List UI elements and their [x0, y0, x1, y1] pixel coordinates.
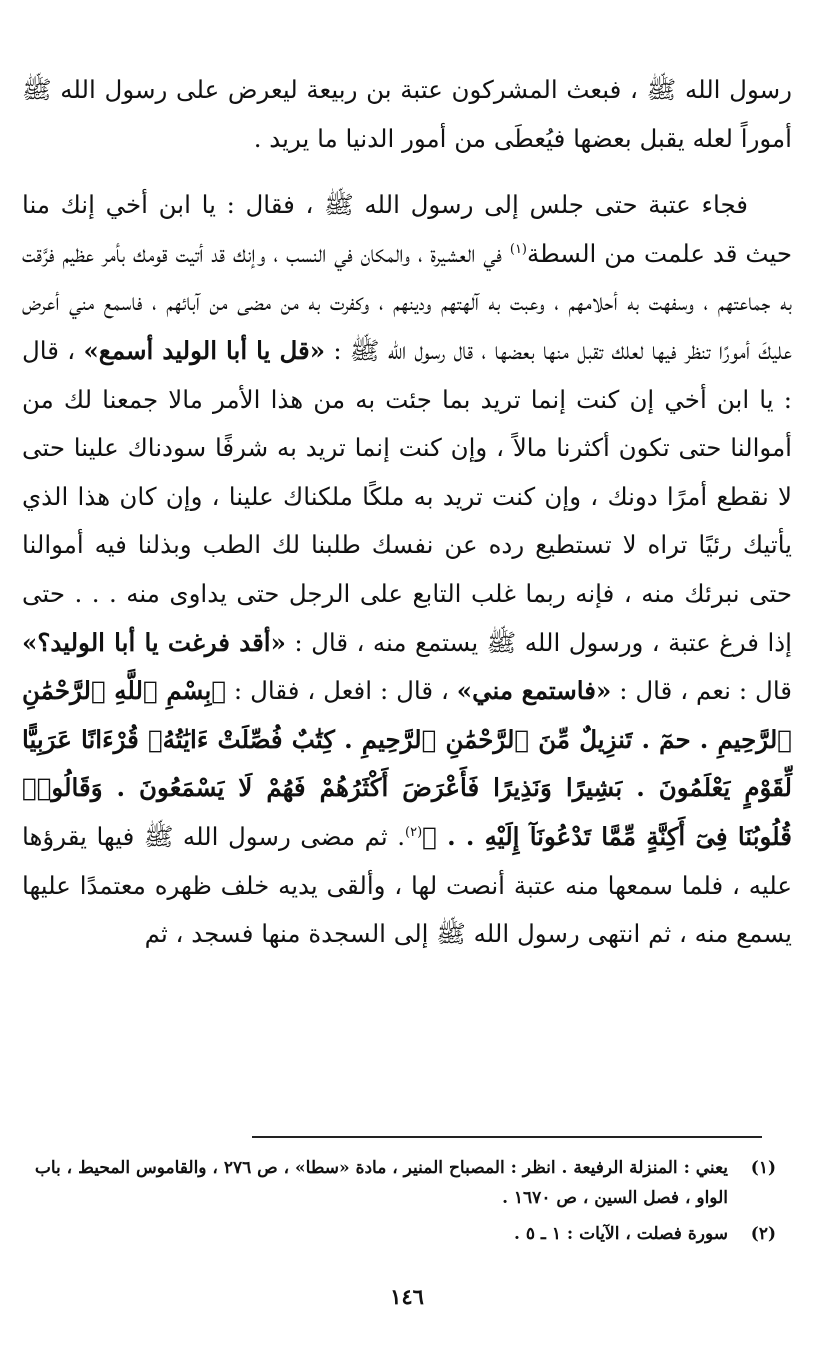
- footnote-ref-1[interactable]: (١): [509, 241, 527, 257]
- footnote-1-text: يعني : المنزلة الرفيعة . انظر : المصباح المنير ، مادة «سطا» ، ص ٢٧٦ ، والقاموس المحيط ، باب الواو ، فصل السين ، ص ١٦٧٠ .: [34, 1158, 728, 1208]
- paragraph-2-part-6: . ثم مضى رسول الله ﷺ فيها يقرؤها عليه ، فلما سمعها منه عتبة أنصت لها ، وألقى يديه خلف ظهره معتمدًا عليها يسمع منه ، ثم انتهى رسول الله ﷺ إلى السجدة منها فسجد ، ثم: [22, 821, 792, 949]
- footnote-ref-2[interactable]: (٢): [405, 824, 423, 840]
- footnote-separator: [252, 1136, 762, 1138]
- main-text: [22, 66, 792, 959]
- paragraph-1: [22, 66, 792, 163]
- prophet-quote-2: «أقد فرغت يا أبا الوليد؟»: [22, 627, 286, 657]
- page-number: ١٤٦: [390, 1284, 424, 1309]
- paragraph-2-part-1: فجاء عتبة حتى جلس إلى رسول الله ﷺ ، فقال : يا ابن أخي إنك منا حيث قد علمت من السطة: [22, 190, 793, 268]
- footnote-1: [30, 1153, 776, 1213]
- footnotes: [30, 1153, 776, 1255]
- footnote-1-number: (١): [750, 1158, 776, 1178]
- prophet-quote-1: «قل يا أبا الوليد أسمع»: [83, 335, 326, 365]
- paragraph-2-part-3: ، قال : يا ابن أخي إن كنت إنما تريد بما جئت به من هذا الأمر مالا جمعنا لك من أموالنا حتى تكون أكثرنا مالاً ، وإن كنت إنما تريد به شرفًا سودناك علينا حتى لا نقطع أمرًا دونك ، وإن كنت تريد به ملكًا ملكناك علينا ، وإن كان هذا الذي يأتيك رئيًا تراه لا تستطيع رده عن نفسك طلبنا لك الطب وبذلنا فيه أموالنا حتى نبرئك منه ، فإنه ربما غلب التابع على الرجل حتى يداوى منه . . . حتى إذا فرغ عتبة ، ورسول الله ﷺ يستمع منه ، قال :: [22, 335, 792, 657]
- paragraph-2-part-5: ، قال : افعل ، فقال :: [226, 676, 457, 706]
- paragraph-2-part-2: في العشيرة ، والمكان في النسب ، وإنك قد أتيت قومك بأمر عظيم فرَّقت به جماعتهم ، وسفهت به أحلامهم ، وعبت به آلهتهم ودينهم ، وكفرت به من مضى من آبائهم ، فاسمع مني أعرض عليكَ أمورًا تنظر فيها لعلك تقبل منها بعضها ، قال رسول الله ﷺ :: [22, 238, 792, 365]
- prophet-quote-3: «فاستمع مني»: [456, 676, 612, 706]
- footnote-2-text: سورة فصلت ، الآيات : ١ ـ ٥ .: [514, 1224, 728, 1244]
- paragraph-2: [22, 181, 792, 959]
- quran-verses: ﴿بِسْمِ ٱللَّهِ ٱلرَّحْمَٰنِ ٱلرَّحِيمِ . حمٓ . تَنزِيلٌ مِّنَ ٱلرَّحْمَٰنِ ٱلرَّحِيمِ . كِتَٰبٌ فُصِّلَتْ ءَايَٰتُهُۥ قُرْءَانًا عَرَبِيًّا لِّقَوْمٍ يَعْلَمُونَ . بَشِيرًا وَنَذِيرًا فَأَعْرَضَ أَكْثَرُهُمْ فَهُمْ لَا يَسْمَعُونَ . وَقَالُوا۟ قُلُوبُنَا فِىٓ أَكِنَّةٍ مِّمَّا تَدْعُونَآ إِلَيْهِ . . ﴾: [22, 676, 792, 851]
- paragraph-1-text: رسول الله ﷺ ، فبعث المشركون عتبة بن ربيعة ليعرض على رسول الله ﷺ أموراً لعله يقبل بعضها فيُعطَى من أمور الدنيا ما يريد .: [22, 75, 792, 153]
- footnote-2: [30, 1219, 776, 1249]
- footnote-2-number: (٢): [750, 1224, 776, 1244]
- paragraph-2-part-4: قال : نعم ، قال :: [611, 676, 792, 706]
